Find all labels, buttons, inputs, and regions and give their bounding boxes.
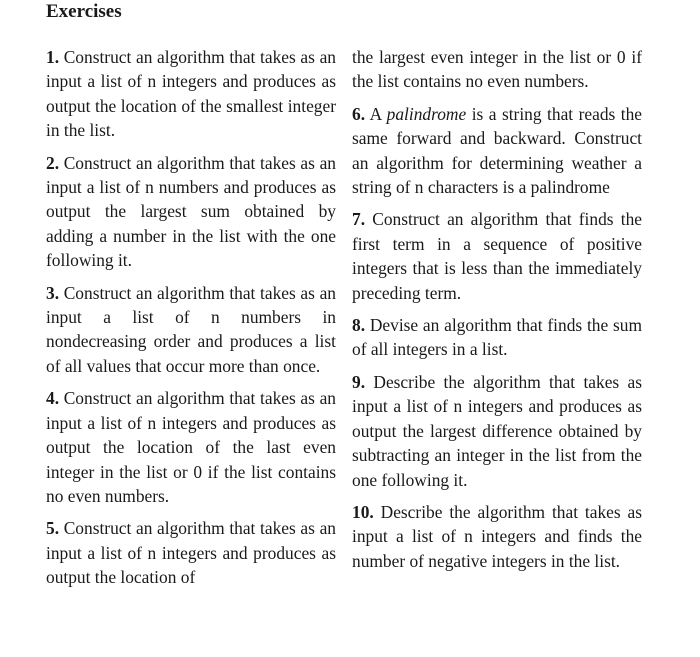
exercise-number: 3.: [46, 282, 60, 303]
exercise-text-pre: A: [369, 103, 382, 124]
exercise-8: [352, 313, 642, 362]
exercise-10: [352, 500, 642, 573]
section-heading: Exercises: [46, 1, 122, 22]
exercise-text: Construct an algorithm that takes as an input a list of n numbers in nondecreasing order and produces a list of all values that occur more than once.: [46, 282, 336, 376]
left-column: [46, 45, 336, 598]
exercise-number: 6.: [352, 103, 366, 124]
exercise-number: 8.: [352, 315, 366, 336]
exercise-number: 4.: [46, 388, 60, 409]
exercise-text: Describe the algorithm that takes as input a list of n integers and finds the number of negative integers in the list.: [352, 501, 642, 571]
exercise-2: [46, 151, 336, 273]
exercise-term: palindrome: [386, 103, 467, 124]
exercise-1: [46, 45, 336, 143]
right-column: [352, 45, 642, 581]
exercise-text: Construct an algorithm that finds the first term in a sequence of positive integers that is less than the immediately preceding term.: [352, 209, 642, 303]
exercise-4: [46, 386, 336, 508]
exercise-6: [352, 102, 642, 200]
exercise-text: Construct an algorithm that takes as an input a list of n integers and produces as output the location of: [46, 518, 336, 588]
exercise-number: 5.: [46, 518, 60, 539]
exercise-number: 10.: [352, 501, 374, 522]
exercise-text: Construct an algorithm that takes as an input a list of n integers and produces as output the location of the last even integer in the list or 0 if the list contains no even numbers.: [46, 388, 336, 506]
exercise-text: Devise an algorithm that finds the sum of all integers in a list.: [352, 315, 642, 360]
exercise-text: Construct an algorithm that takes as an input a list of n integers and produces as output the location of the smallest integer in the list.: [46, 47, 336, 141]
exercise-5-continuation: the largest even integer in the list or 0 if the list contains no even numbers.: [352, 47, 642, 92]
exercise-text: Construct an algorithm that takes as an input a list of n numbers and produces as output the largest sum obtained by adding a number in the list with the one following it.: [46, 152, 336, 271]
exercise-text: Describe the algorithm that takes as input a list of n integers and produces as output the largest difference obtained by subtracting an integer in the list from the one following it.: [352, 371, 642, 490]
exercise-7: [352, 207, 642, 305]
exercise-number: 9.: [352, 371, 366, 392]
exercise-number: 2.: [46, 152, 60, 173]
exercise-number: 7.: [352, 209, 366, 230]
exercise-5: [46, 516, 336, 589]
exercise-number: 1.: [46, 47, 60, 67]
exercise-text-post: is a string that reads the same forward and backward. Construct an algorithm for determining weather a string of n characters is a palindrome: [352, 103, 642, 198]
exercise-9: [352, 370, 642, 492]
exercise-3: [46, 281, 336, 379]
